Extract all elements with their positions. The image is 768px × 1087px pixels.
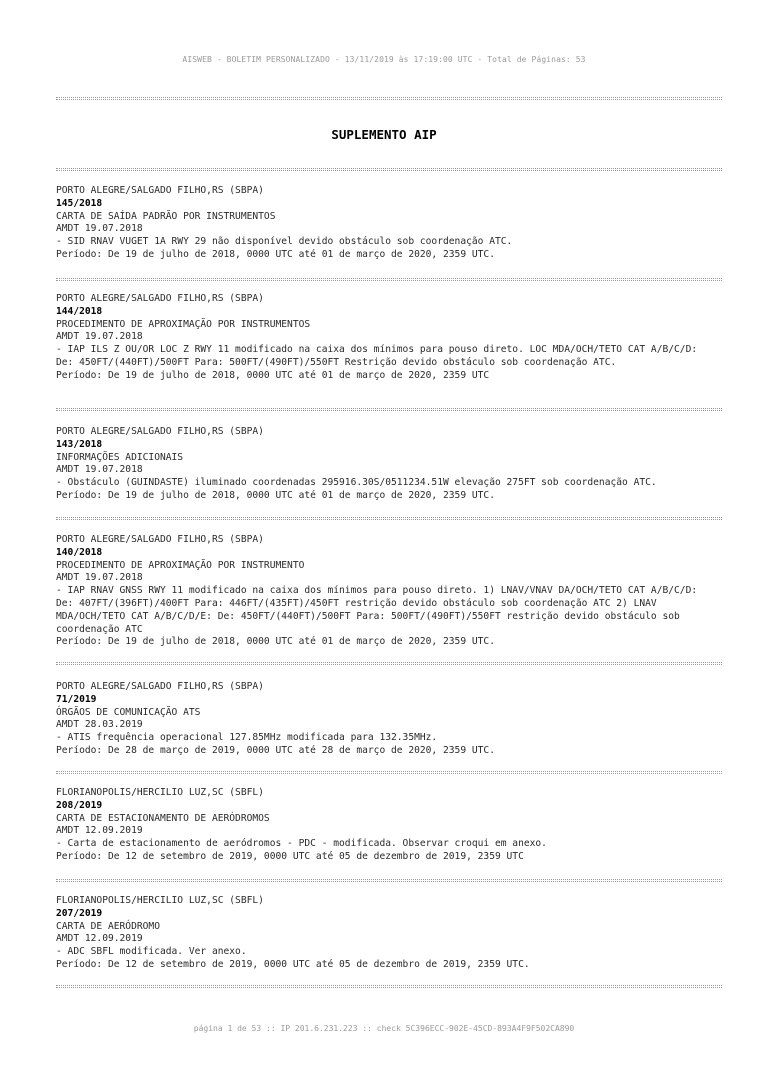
entry-period: Período: De 19 de julho de 2018, 0000 UTC até 01 de março de 2020, 2359 UTC.	[56, 248, 495, 260]
entry-location: PORTO ALEGRE/SALGADO FILHO,RS (SBPA)	[56, 681, 264, 692]
supplement-entry	[56, 426, 726, 503]
entry-amdt: AMDT 12.09.2019	[56, 933, 143, 945]
entry-description: - Carta de estacionamento de aeródromos - PDC - modificada. Observar croqui em anexo.	[56, 838, 547, 850]
entry-description: - IAP ILS Z OU/OR LOC Z RWY 11 modificado na caixa dos mínimos para pouso direto. LOC MDA/OCH/TETO CAT A/B/C/D: De: 450FT/(440FT)/500FT Para: 500FT/(490FT)/550FT Restrição devido obstáculo sob coordenação ATC.	[56, 344, 698, 368]
entry-category: INFORMAÇÕES ADICIONAIS	[56, 451, 184, 463]
entry-period: Período: De 28 de março de 2019, 0000 UTC até 28 de março de 2020, 2359 UTC.	[56, 744, 495, 756]
separator-rule	[56, 278, 722, 281]
separator-rule	[56, 985, 722, 988]
entry-description: - SID RNAV VUGET 1A RWY 29 não disponível devido obstáculo sob coordenação ATC.	[56, 236, 513, 248]
entry-amdt: AMDT 28.03.2019	[56, 719, 143, 731]
entry-amdt: AMDT 12.09.2019	[56, 825, 143, 837]
entry-period: Período: De 19 de julho de 2018, 0000 UTC até 01 de março de 2020, 2359 UTC.	[56, 489, 495, 501]
entry-number: 143/2018	[56, 438, 103, 450]
entry-amdt: AMDT 19.07.2018	[56, 572, 143, 584]
entry-period: Período: De 19 de julho de 2018, 0000 UTC até 01 de março de 2020, 2359 UTC	[56, 369, 490, 381]
entry-category: CARTA DE AERÓDROMO	[56, 920, 160, 932]
entry-amdt: AMDT 19.07.2018	[56, 464, 143, 476]
entry-location: FLORIANOPOLIS/HERCILIO LUZ,SC (SBFL)	[56, 787, 264, 798]
entry-category: PROCEDIMENTO DE APROXIMAÇÃO POR INSTRUMENTOS	[56, 318, 311, 330]
entry-category: CARTA DE ESTACIONAMENTO DE AERÓDROMOS	[56, 812, 270, 824]
entry-description: - IAP RNAV GNSS RWY 11 modificado na caixa dos mínimos para pouso direto. 1) LNAV/VNAV DA/OCH/TETO CAT A/B/C/D: De: 407FT/(396FT)/400FT Para: 446FT/(435FT)/450FT restrição devido obstáculo sob coordenação ATC 2) LNAV MDA/OCH/TETO CAT A/B/C/D/E: De: 450FT/(440FT)/500FT Para: 500FT/(490FT)/550FT restrição devido obstáculo sob coordenação ATC	[56, 585, 698, 635]
entry-number: 145/2018	[56, 197, 103, 209]
supplement-entry	[56, 681, 726, 758]
separator-rule	[56, 517, 722, 520]
entry-category: ÓRGÃOS DE COMUNICAÇÃO ATS	[56, 706, 201, 718]
entry-period: Período: De 12 de setembro de 2019, 0000 UTC até 05 de dezembro de 2019, 2359 UTC.	[56, 958, 530, 970]
supplement-entry	[56, 787, 726, 864]
entry-number: 140/2018	[56, 546, 103, 558]
supplement-entry	[56, 293, 726, 383]
separator-rule	[56, 97, 722, 100]
supplement-entry	[56, 895, 726, 972]
entry-number: 144/2018	[56, 305, 103, 317]
page-title: SUPLEMENTO AIP	[331, 127, 437, 142]
running-header: AISWEB - BOLETIM PERSONALIZADO - 13/11/2019 às 17:19:00 UTC - Total de Páginas: 53	[182, 55, 586, 64]
separator-rule	[56, 662, 722, 665]
entry-amdt: AMDT 19.07.2018	[56, 223, 143, 235]
separator-rule	[56, 408, 722, 411]
entry-number: 71/2019	[56, 693, 97, 705]
entry-category: CARTA DE SAÍDA PADRÃO POR INSTRUMENTOS	[56, 210, 276, 222]
entry-location: FLORIANOPOLIS/HERCILIO LUZ,SC (SBFL)	[56, 895, 264, 906]
running-footer: página 1 de 53 :: IP 201.6.231.223 :: check 5C396ECC-902E-45CD-893A4F9F502CA890	[193, 1024, 575, 1033]
entry-number: 207/2019	[56, 907, 103, 919]
separator-rule	[56, 879, 722, 882]
entry-description: - Obstáculo (GUINDASTE) iluminado coordenadas 295916.30S/0511234.51W elevação 275FT sob coordenação ATC.	[56, 477, 657, 489]
entry-period: Período: De 12 de setembro de 2019, 0000 UTC até 05 de dezembro de 2019, 2359 UTC	[56, 850, 524, 862]
entry-location: PORTO ALEGRE/SALGADO FILHO,RS (SBPA)	[56, 185, 264, 196]
supplement-entry	[56, 534, 726, 649]
entry-period: Período: De 19 de julho de 2018, 0000 UTC até 01 de março de 2020, 2359 UTC.	[56, 636, 495, 648]
entry-location: PORTO ALEGRE/SALGADO FILHO,RS (SBPA)	[56, 293, 264, 304]
entry-amdt: AMDT 19.07.2018	[56, 331, 143, 343]
supplement-entry	[56, 185, 726, 262]
entry-description: - ADC SBFL modificada. Ver anexo.	[56, 946, 247, 958]
entry-location: PORTO ALEGRE/SALGADO FILHO,RS (SBPA)	[56, 534, 264, 545]
separator-rule	[56, 771, 722, 774]
entry-description: - ATIS frequência operacional 127.85MHz modificada para 132.35MHz.	[56, 732, 438, 744]
entry-location: PORTO ALEGRE/SALGADO FILHO,RS (SBPA)	[56, 426, 264, 437]
entry-category: PROCEDIMENTO DE APROXIMAÇÃO POR INSTRUMENTO	[56, 559, 305, 571]
entry-number: 208/2019	[56, 799, 103, 811]
separator-rule	[56, 168, 722, 171]
